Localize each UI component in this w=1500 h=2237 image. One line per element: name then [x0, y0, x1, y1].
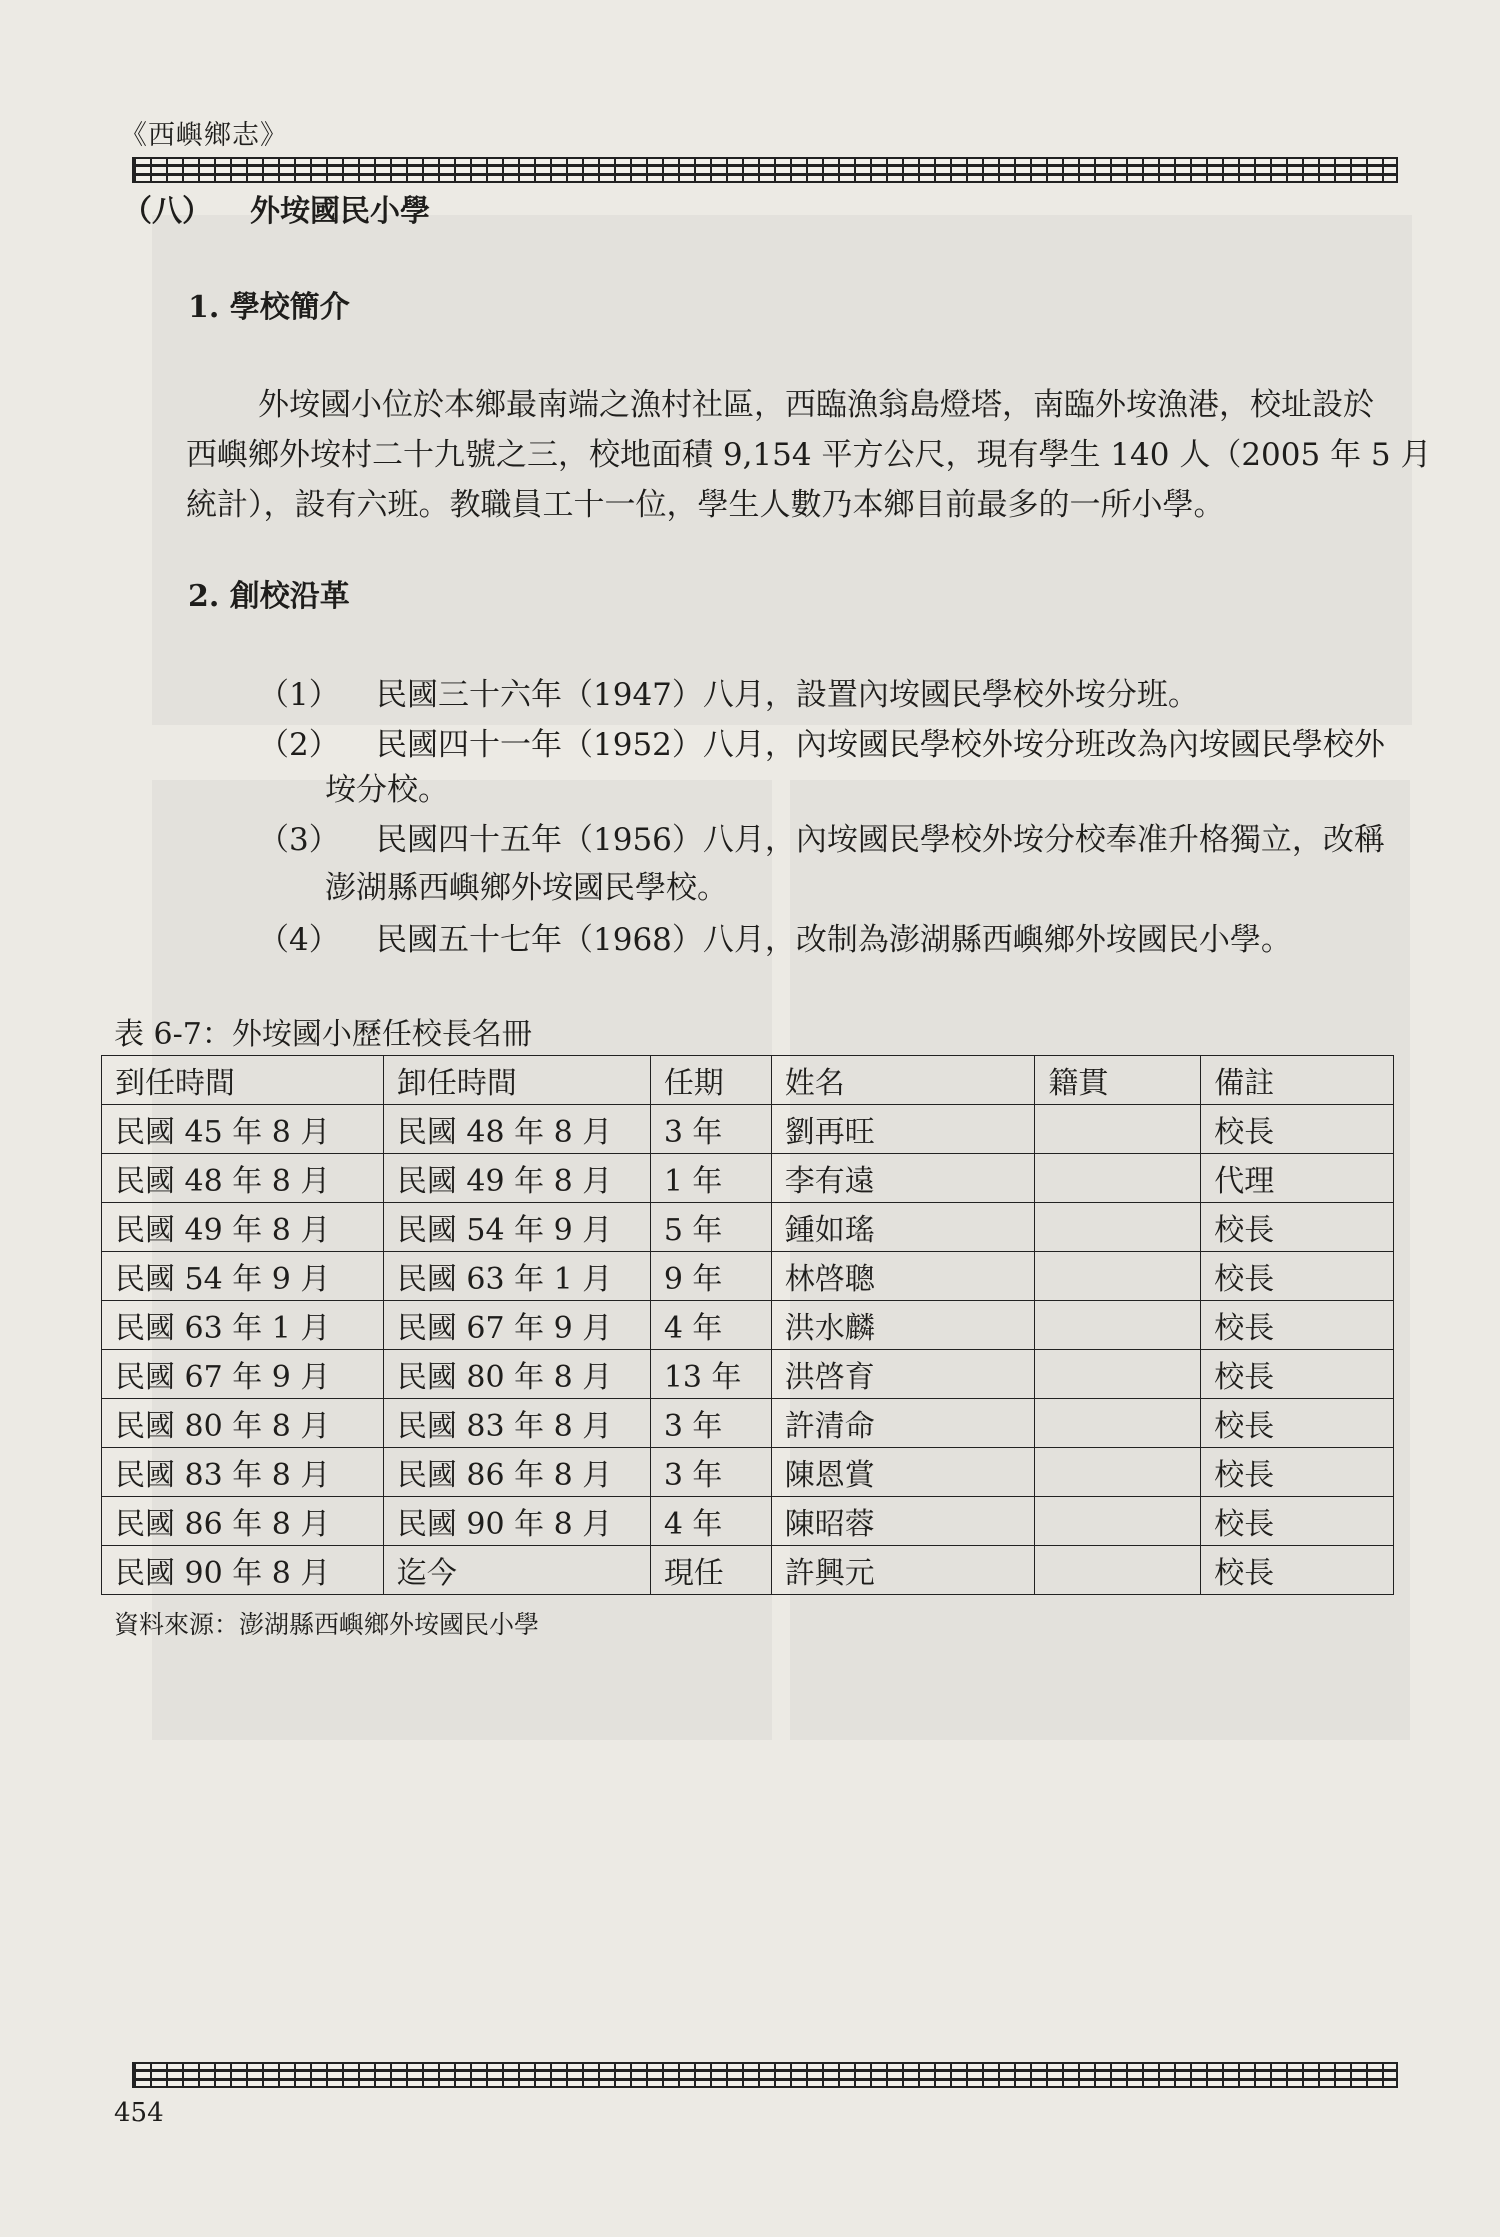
table-row [102, 1203, 1394, 1252]
principals-table [101, 1055, 1394, 1595]
column-header-end: 卸任時間 [383, 1056, 650, 1105]
name-cell: 林啓聰 [771, 1252, 1035, 1301]
note-cell: 校長 [1201, 1350, 1394, 1399]
end-date-cell: 民國 80 年 8 月 [383, 1350, 650, 1399]
term-cell: 現任 [650, 1546, 771, 1595]
column-header-term: 任期 [650, 1056, 771, 1105]
history-item-number: （4） [258, 922, 340, 958]
name-cell: 陳恩賞 [771, 1448, 1035, 1497]
origin-cell [1035, 1203, 1201, 1252]
start-date-cell: 民國 90 年 8 月 [102, 1546, 384, 1595]
table-row [102, 1154, 1394, 1203]
table-row [102, 1252, 1394, 1301]
note-cell: 校長 [1201, 1448, 1394, 1497]
history-item-text: 民國五十七年（1968）八月，改制為澎湖縣西嶼鄉外垵國民小學。 [376, 922, 1292, 958]
history-item-text: 澎湖縣西嶼鄉外垵國民學校。 [325, 870, 728, 906]
start-date-cell: 民國 67 年 9 月 [102, 1350, 384, 1399]
name-cell: 李有遠 [771, 1154, 1035, 1203]
end-date-cell: 迄今 [383, 1546, 650, 1595]
note-cell: 校長 [1201, 1301, 1394, 1350]
name-cell: 洪啓育 [771, 1350, 1035, 1399]
start-date-cell: 民國 80 年 8 月 [102, 1399, 384, 1448]
note-cell: 校長 [1201, 1546, 1394, 1595]
origin-cell [1035, 1154, 1201, 1203]
running-header-title: 《西嶼鄉志》 [120, 120, 288, 151]
table-row [102, 1105, 1394, 1154]
origin-cell [1035, 1448, 1201, 1497]
name-cell: 劉再旺 [771, 1105, 1035, 1154]
note-cell: 校長 [1201, 1497, 1394, 1546]
table-header-row [102, 1056, 1394, 1105]
end-date-cell: 民國 67 年 9 月 [383, 1301, 650, 1350]
table-source-note: 資料來源：澎湖縣西嶼鄉外垵國民小學 [114, 1610, 540, 1639]
history-subheading: 2. 創校沿革 [188, 579, 350, 614]
history-item-number: （3） [258, 822, 340, 858]
table-row [102, 1448, 1394, 1497]
column-header-name: 姓名 [771, 1056, 1035, 1105]
note-cell: 校長 [1201, 1203, 1394, 1252]
history-item-text: 民國四十五年（1956）八月，內垵國民學校外垵分校奉准升格獨立，改稱 [376, 822, 1385, 858]
start-date-cell: 民國 49 年 8 月 [102, 1203, 384, 1252]
origin-cell [1035, 1546, 1201, 1595]
end-date-cell: 民國 54 年 9 月 [383, 1203, 650, 1252]
history-item-text: 民國四十一年（1952）八月，內垵國民學校外垵分班改為內垵國民學校外 [376, 727, 1385, 763]
intro-paragraph-line: 西嶼鄉外垵村二十九號之三，校地面積 9,154 平方公尺，現有學生 140 人（2005 年 5 月 [186, 437, 1432, 473]
note-cell: 校長 [1201, 1399, 1394, 1448]
term-cell: 9 年 [650, 1252, 771, 1301]
origin-cell [1035, 1399, 1201, 1448]
column-header-start: 到任時間 [102, 1056, 384, 1105]
term-cell: 3 年 [650, 1399, 771, 1448]
end-date-cell: 民國 83 年 8 月 [383, 1399, 650, 1448]
intro-subheading: 1. 學校簡介 [188, 290, 350, 325]
page-number: 454 [114, 2098, 164, 2128]
table-row [102, 1497, 1394, 1546]
term-cell: 5 年 [650, 1203, 771, 1252]
section-heading-title: 外垵國民小學 [250, 194, 430, 229]
origin-cell [1035, 1301, 1201, 1350]
note-cell: 校長 [1201, 1252, 1394, 1301]
end-date-cell: 民國 49 年 8 月 [383, 1154, 650, 1203]
end-date-cell: 民國 90 年 8 月 [383, 1497, 650, 1546]
column-header-note: 備註 [1201, 1056, 1394, 1105]
history-item-text: 垵分校。 [325, 772, 449, 808]
term-cell: 13 年 [650, 1350, 771, 1399]
note-cell: 代理 [1201, 1154, 1394, 1203]
table-caption: 表 6-7：外垵國小歷任校長名冊 [114, 1017, 532, 1052]
section-heading-number: （八） [122, 194, 212, 229]
history-item-text: 民國三十六年（1947）八月，設置內垵國民學校外垵分班。 [376, 677, 1199, 713]
name-cell: 許清命 [771, 1399, 1035, 1448]
start-date-cell: 民國 45 年 8 月 [102, 1105, 384, 1154]
start-date-cell: 民國 63 年 1 月 [102, 1301, 384, 1350]
name-cell: 陳昭蓉 [771, 1497, 1035, 1546]
term-cell: 3 年 [650, 1448, 771, 1497]
term-cell: 4 年 [650, 1301, 771, 1350]
term-cell: 1 年 [650, 1154, 771, 1203]
intro-paragraph-line: 統計），設有六班。教職員工十一位，學生人數乃本鄉目前最多的一所小學。 [186, 487, 1225, 523]
origin-cell [1035, 1105, 1201, 1154]
name-cell: 許興元 [771, 1546, 1035, 1595]
start-date-cell: 民國 54 年 9 月 [102, 1252, 384, 1301]
intro-paragraph-line: 外垵國小位於本鄉最南端之漁村社區，西臨漁翁島燈塔，南臨外垵漁港，校址設於 [258, 387, 1374, 423]
origin-cell [1035, 1497, 1201, 1546]
origin-cell [1035, 1252, 1201, 1301]
table-row [102, 1546, 1394, 1595]
table-row [102, 1399, 1394, 1448]
name-cell: 洪水麟 [771, 1301, 1035, 1350]
start-date-cell: 民國 86 年 8 月 [102, 1497, 384, 1546]
note-cell: 校長 [1201, 1105, 1394, 1154]
end-date-cell: 民國 86 年 8 月 [383, 1448, 650, 1497]
column-header-origin: 籍貫 [1035, 1056, 1201, 1105]
term-cell: 3 年 [650, 1105, 771, 1154]
history-item-number: （2） [258, 727, 340, 763]
table-row [102, 1301, 1394, 1350]
bottom-decorative-border [132, 2062, 1398, 2088]
start-date-cell: 民國 48 年 8 月 [102, 1154, 384, 1203]
history-item-number: （1） [258, 677, 340, 713]
name-cell: 鍾如瑤 [771, 1203, 1035, 1252]
origin-cell [1035, 1350, 1201, 1399]
start-date-cell: 民國 83 年 8 月 [102, 1448, 384, 1497]
end-date-cell: 民國 63 年 1 月 [383, 1252, 650, 1301]
table-row [102, 1350, 1394, 1399]
end-date-cell: 民國 48 年 8 月 [383, 1105, 650, 1154]
top-decorative-border [132, 157, 1398, 183]
term-cell: 4 年 [650, 1497, 771, 1546]
